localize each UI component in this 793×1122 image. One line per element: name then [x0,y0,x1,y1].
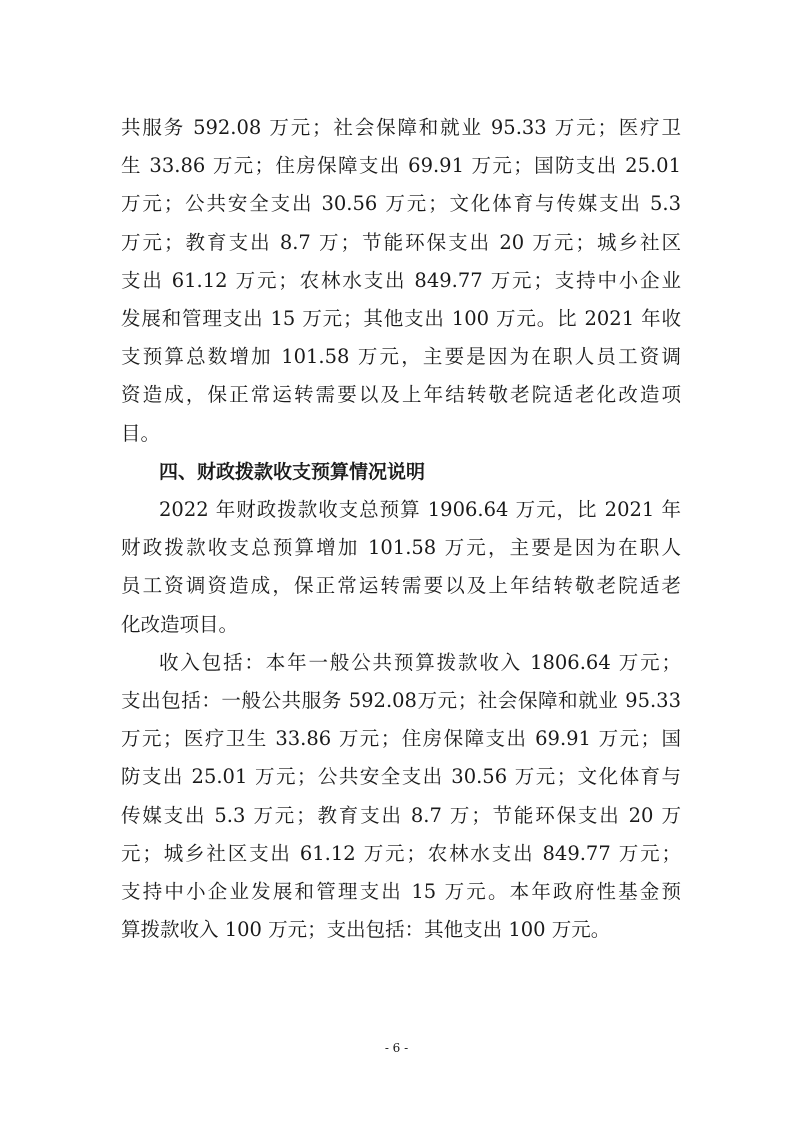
para1-line-1: 共服务 592.08 万元；社会保障和就业 95.33 万元；医疗卫 [121,116,681,139]
para1-line-6: 发展和管理支出 15 万元；其他支出 100 万元。比 2021 年收 [121,307,681,330]
para3-line-2: 支出包括：一般公共服务 592.08万元；社会保障和就业 95.33 [121,689,681,712]
section-heading: 四、财政拨款收支预算情况说明 [159,461,426,483]
para2-line-3: 员工资调资造成，保正常运转需要以及上年结转敬老院适老 [121,574,681,597]
para3-line-5: 传媒支出 5.3 万元；教育支出 8.7 万；节能环保支出 20 万 [121,804,681,827]
para1-line-3: 万元；公共安全支出 30.56 万元；文化体育与传媒支出 5.3 [121,192,681,215]
para1-line-8: 资造成，保正常运转需要以及上年结转敬老院适老化改造项 [121,383,681,406]
para3-line-3: 万元；医疗卫生 33.86 万元；住房保障支出 69.91 万元；国 [121,727,681,750]
para3-line-1: 收入包括：本年一般公共预算拨款收入 1806.64 万元； [159,651,681,674]
para2-line-2: 财政拨款收支总预算增加 101.58 万元，主要是因为在职人 [121,536,681,559]
para1-line-9: 目。 [121,422,161,445]
para1-line-2: 生 33.86 万元；住房保障支出 69.91 万元；国防支出 25.01 [121,154,681,177]
para1-line-5: 支出 61.12 万元；农林水支出 849.77 万元；支持中小企业 [121,269,681,292]
para3-line-7: 支持中小企业发展和管理支出 15 万元。本年政府性基金预 [121,880,681,903]
para3-line-4: 防支出 25.01 万元；公共安全支出 30.56 万元；文化体育与 [121,765,681,788]
para3-line-8: 算拨款收入 100 万元；支出包括：其他支出 100 万元。 [121,918,611,941]
para1-line-7: 支预算总数增加 101.58 万元，主要是因为在职人员工资调 [121,345,681,368]
para3-line-6: 元；城乡社区支出 61.12 万元；农林水支出 849.77 万元； [121,842,681,865]
page-number: - 6 - [384,1041,409,1055]
para2-line-4: 化改造项目。 [121,613,239,636]
para2-line-1: 2022 年财政拨款收支总预算 1906.64 万元，比 2021 年 [159,498,681,521]
para1-line-4: 万元；教育支出 8.7 万；节能环保支出 20 万元；城乡社区 [121,231,681,254]
